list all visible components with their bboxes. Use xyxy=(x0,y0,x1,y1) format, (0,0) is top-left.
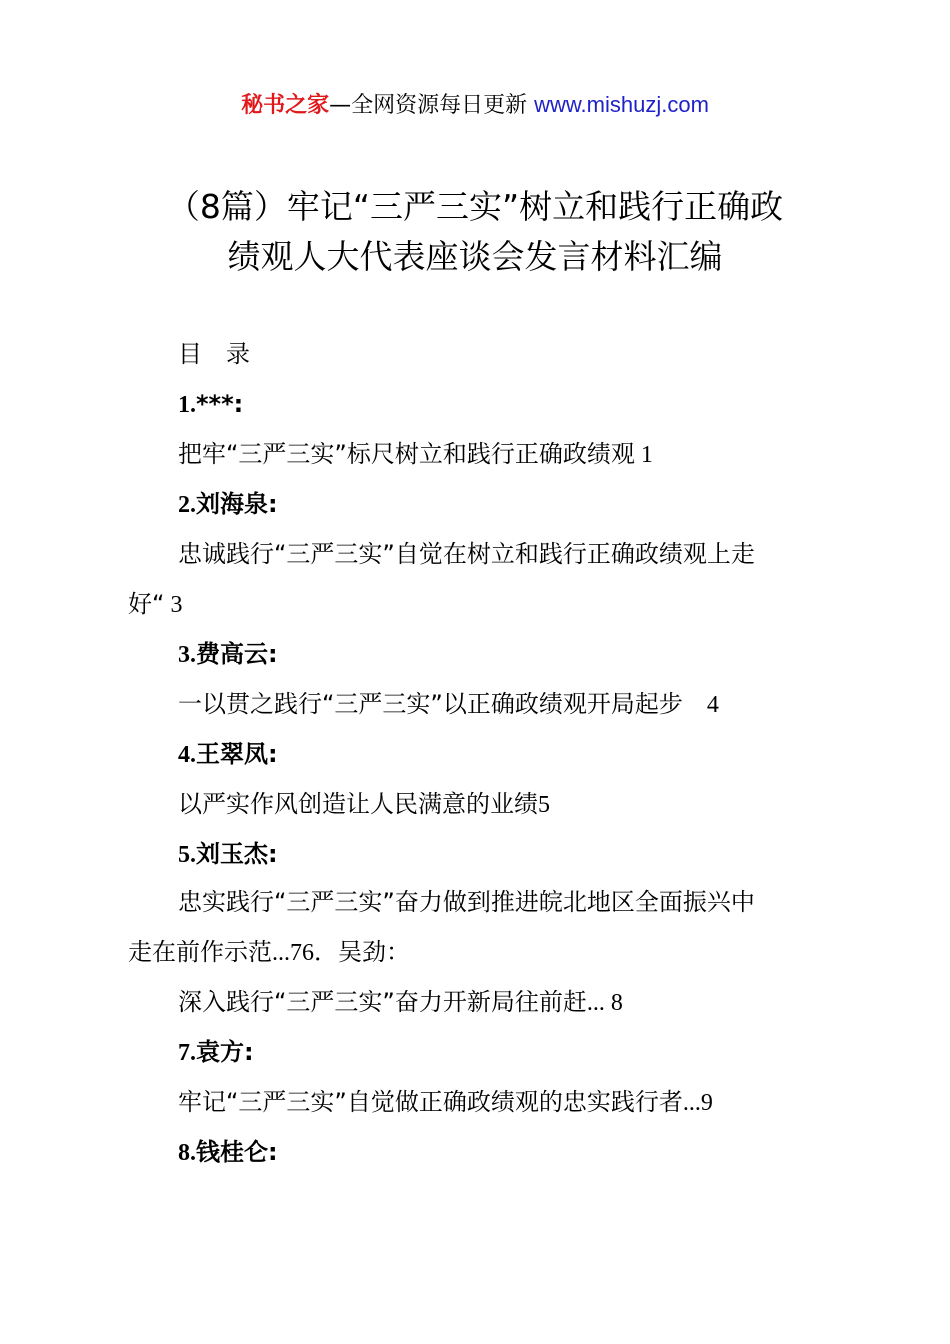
toc-page-number: ...9 xyxy=(682,1090,713,1116)
header-tagline: —全网资源每日更新 xyxy=(329,93,528,118)
toc-author-1 xyxy=(178,386,243,423)
toc-author-8 xyxy=(178,1134,278,1171)
title-line-2: 绩观人大代表座谈会发言材料汇编 xyxy=(227,237,723,276)
toc-entry-title-cont: 好“ xyxy=(128,590,165,618)
brand-name: 秘书之家 xyxy=(241,93,330,118)
toc-entry-title: 忠诚践行“三严三实”自觉在树立和践行正确政绩观上走 xyxy=(178,540,755,568)
toc-author-name: 刘玉杰: xyxy=(196,840,278,868)
toc-author-number: 8. xyxy=(178,1140,196,1166)
toc-author-7 xyxy=(178,1034,254,1071)
toc-author-number: 7. xyxy=(178,1040,196,1066)
toc-author-name: 王翠凤: xyxy=(196,740,278,768)
toc-heading: 目 录 xyxy=(178,340,250,368)
toc-author-name: 刘海泉: xyxy=(196,490,278,518)
toc-entry-5-line-2[interactable] xyxy=(128,934,410,971)
toc-entry-4[interactable] xyxy=(178,786,550,823)
toc-author-number: 1. xyxy=(178,392,196,418)
toc-entry-title: 一以贯之践行“三严三实”以正确政绩观开局起步 xyxy=(178,690,683,718)
toc-author-number: 4. xyxy=(178,742,196,768)
toc-page-number: ...76 xyxy=(272,940,314,966)
toc-author-3 xyxy=(178,636,278,673)
toc-author-number: 5. xyxy=(178,842,196,868)
toc-entry-title: 以严实作风创造让人民满意的业绩 xyxy=(178,790,538,818)
toc-entry-title: 忠实践行“三严三实”奋力做到推进皖北地区全面振兴中 xyxy=(178,888,755,916)
toc-entry-title: 把牢“三严三实”标尺树立和践行正确政绩观 xyxy=(178,440,635,468)
toc-entry-2-line-2[interactable] xyxy=(128,586,182,623)
toc-author-name: ***: xyxy=(196,390,244,418)
toc-page-number: ... 8 xyxy=(586,990,623,1016)
toc-author-4 xyxy=(178,736,278,773)
toc-entry-1[interactable] xyxy=(178,436,653,473)
toc-page-number: 4 xyxy=(682,692,719,718)
toc-page-number: 5 xyxy=(538,792,550,818)
toc-entry-6[interactable] xyxy=(178,984,623,1021)
toc-entry-title: 牢记“三严三实”自觉做正确政绩观的忠实践行者 xyxy=(178,1088,683,1116)
toc-entry-title: 深入践行“三严三实”奋力开新局往前赶 xyxy=(178,988,587,1016)
toc-entry-2-line-1[interactable] xyxy=(178,536,755,572)
toc-page-number: 3 xyxy=(164,592,183,618)
toc-author-number: 3. xyxy=(178,642,196,668)
toc-author-name: 袁方: xyxy=(196,1038,254,1066)
toc-author-name: 钱桂仑: xyxy=(196,1138,278,1166)
document-title xyxy=(0,182,950,282)
toc-author-name: 费高云: xyxy=(196,640,278,668)
toc-entry-7[interactable] xyxy=(178,1084,713,1121)
site-header xyxy=(0,88,950,123)
toc-author-name-inline: ．吴劲： xyxy=(314,938,410,966)
toc-author-number: 2. xyxy=(178,492,196,518)
toc-entry-3[interactable] xyxy=(178,686,719,723)
title-line-1: （8篇）牢记“三严三实”树立和践行正确政 xyxy=(166,187,784,226)
toc-author-5 xyxy=(178,836,278,873)
toc-author-2 xyxy=(178,486,278,523)
toc-entry-5-line-1[interactable] xyxy=(178,884,755,920)
site-url[interactable]: www.mishuzj.com xyxy=(534,92,709,117)
toc-page-number: 1 xyxy=(634,442,653,468)
toc-entry-title-cont: 走在前作示范 xyxy=(128,938,272,966)
